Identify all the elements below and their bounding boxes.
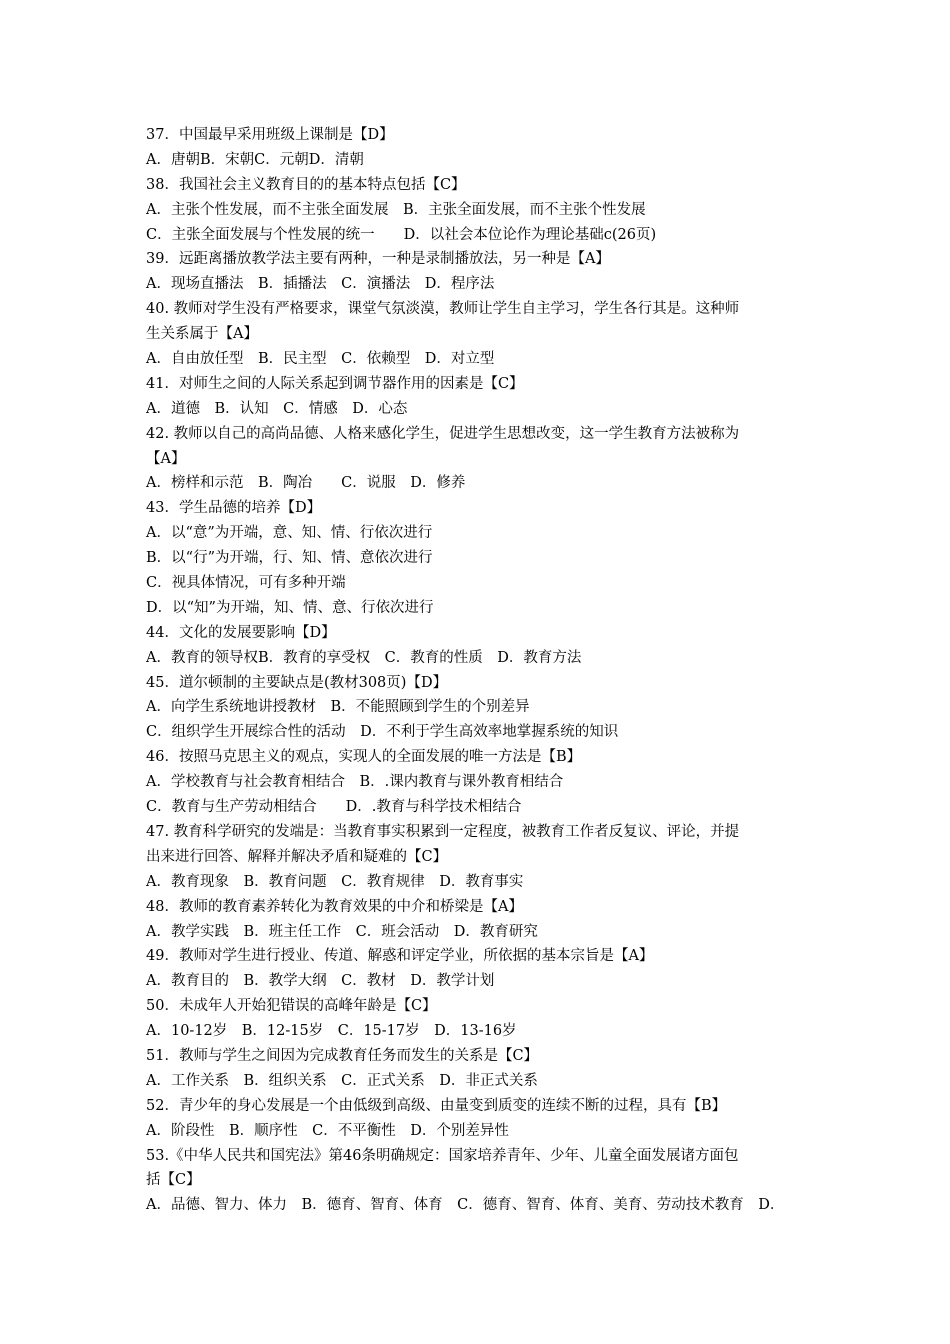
- document-page: [146, 123, 814, 1218]
- text-line: A．唐朝B．宋朝C．元朝D．清朝: [146, 151, 364, 168]
- text-line: A．以“意”为开端，意、知、情、行依次进行: [146, 525, 433, 542]
- text-line: 40. 教师对学生没有严格要求，课堂气氛淡漠，教师让学生自主学习，学生各行其是。这种师: [146, 301, 740, 318]
- text-line: 38．我国社会主义教育目的的基本特点包括【C】: [146, 176, 466, 193]
- text-line: A．教育现象 B．教育问题 C．教育规律 D．教育事实: [146, 873, 524, 890]
- text-line: 37．中国最早采用班级上课制是【D】: [146, 127, 394, 143]
- text-line: 47. 教育科学研究的发端是：当教育事实积累到一定程度，被教育工作者反复议、评论，并提: [146, 823, 740, 840]
- text-line: A．学校教育与社会教育相结合 B．.课内教育与课外教育相结合: [146, 774, 564, 791]
- text-line: A．教育目的 B．教学大纲 C．教材 D．教学计划: [146, 973, 495, 990]
- text-line: C．主张全面发展与个性发展的统一 D．以社会本位论作为理论基础c(26页): [146, 226, 657, 243]
- text-line: 50．未成年人开始犯错误的高峰年龄是【C】: [146, 998, 437, 1015]
- text-line: 生关系属于【A】: [146, 326, 258, 343]
- text-line: A．榜样和示范 B．陶冶 C．说服 D．修养: [146, 475, 466, 492]
- text-line: 41．对师生之间的人际关系起到调节器作用的因素是【C】: [146, 375, 524, 392]
- text-line: B．以“行”为开端，行、知、情、意依次进行: [146, 550, 433, 567]
- text-line: A．现场直播法 B．插播法 C．演播法 D．程序法: [146, 276, 495, 293]
- text-line: 出来进行回答、解释并解决矛盾和疑难的【C】: [146, 848, 448, 865]
- text-line: A．教育的领导权B．教育的享受权 C．教育的性质 D．教育方法: [146, 649, 582, 666]
- text-line: A．自由放任型 B．民主型 C．依赖型 D．对立型: [146, 351, 495, 368]
- text-line: 44．文化的发展要影响【D】: [146, 624, 336, 641]
- text-line: 42. 教师以自己的高尚品德、人格来感化学生，促进学生思想改变，这一学生教育方法被称为: [146, 425, 740, 442]
- text-line: A．道德 B．认知 C．情感 D．心态: [146, 400, 408, 417]
- text-line: D．以“知”为开端，知、情、意、行依次进行: [146, 599, 434, 616]
- text-line: 52．青少年的身心发展是一个由低级到高级、由量变到质变的连续不断的过程，具有【B】: [146, 1097, 727, 1114]
- text-line: A．向学生系统地讲授教材 B．不能照顾到学生的个别差异: [146, 699, 530, 716]
- text-line: 51．教师与学生之间因为完成教育任务而发生的关系是【C】: [146, 1047, 539, 1064]
- text-line: 53.《中华人民共和国宪法》第46条明确规定：国家培养青年、少年、儿童全面发展诸方面包: [146, 1147, 739, 1164]
- text-line: A．主张个性发展，而不主张全面发展 B．主张全面发展，而不主张个性发展: [146, 201, 646, 218]
- text-line: A．教学实践 B．班主任工作 C．班会活动 D．教育研究: [146, 923, 538, 940]
- text-line: 49．教师对学生进行授业、传道、解惑和评定学业，所依据的基本宗旨是【A】: [146, 948, 654, 965]
- text-line: C．组织学生开展综合性的活动 D．不利于学生高效率地掌握系统的知识: [146, 724, 619, 741]
- text-line: 48．教师的教育素养转化为教育效果的中介和桥梁是【A】: [146, 898, 523, 915]
- text-line: A．10-12岁 B．12-15岁 C．15-17岁 D．13-16岁: [146, 1023, 517, 1040]
- text-line: A．阶段性 B．顺序性 C．不平衡性 D．个别差异性: [146, 1122, 509, 1139]
- text-line: 46．按照马克思主义的观点，实现人的全面发展的唯一方法是【B】: [146, 749, 582, 766]
- text-line: 39．远距离播放教学法主要有两种，一种是录制播放法，另一种是【A】: [146, 251, 610, 268]
- text-line: C．视具体情况，可有多种开端: [146, 575, 346, 592]
- text-line: C．教育与生产劳动相结合 D．.教育与科学技术相结合: [146, 799, 522, 816]
- text-line: 45．道尔顿制的主要缺点是(教材308页)【D】: [146, 674, 448, 691]
- text-line: A．品德、智力、体力 B．德育、智育、体育 C．德育、智育、体育、美育、劳动技术教育 D．: [146, 1197, 785, 1214]
- text-line: 43．学生品德的培养【D】: [146, 500, 322, 517]
- text-line: 【A】: [146, 450, 186, 467]
- text-line: 括【C】: [146, 1172, 201, 1189]
- text-line: A．工作关系 B．组织关系 C．正式关系 D．非正式关系: [146, 1072, 538, 1089]
